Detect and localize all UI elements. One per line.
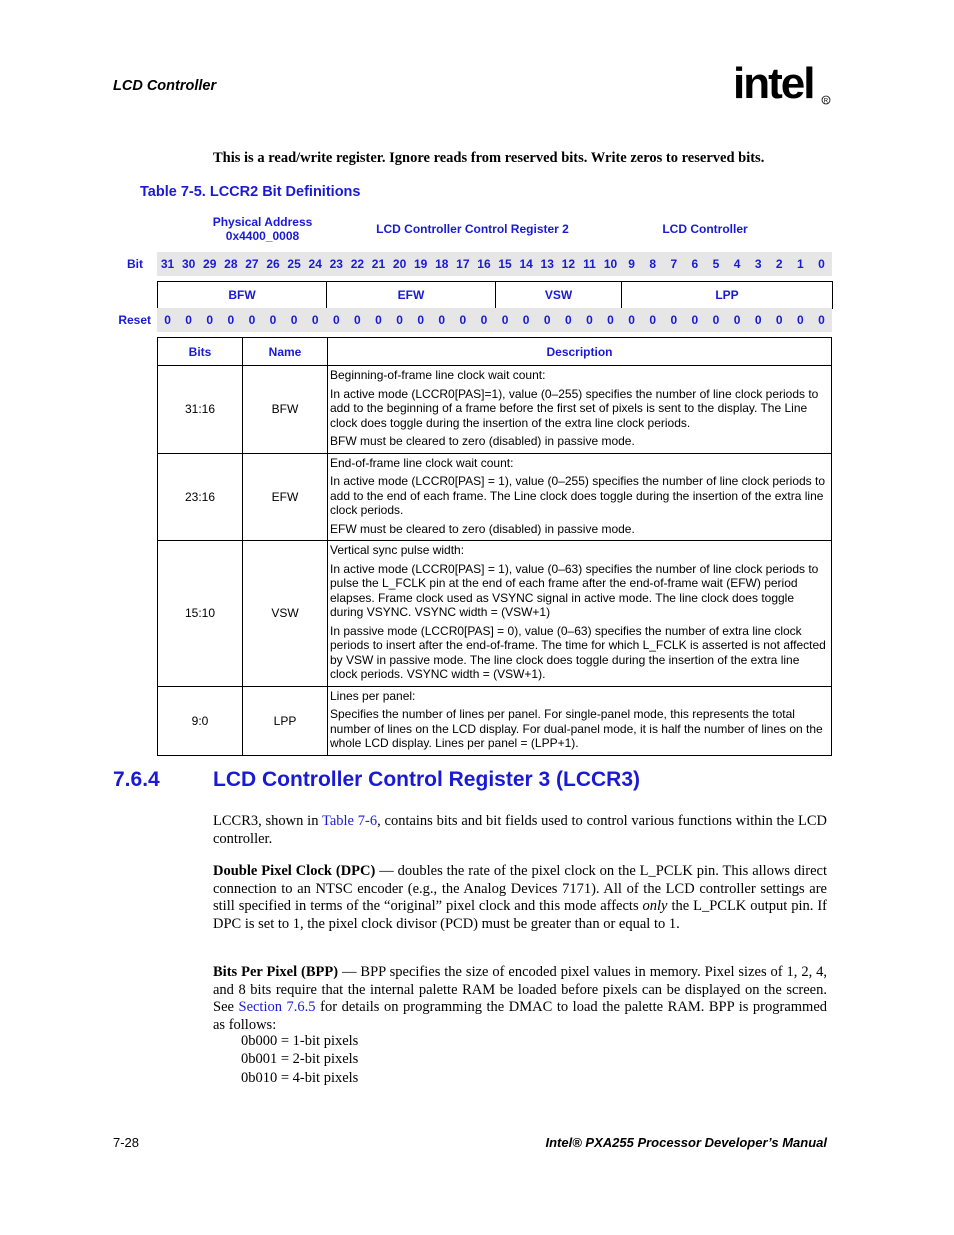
bit-number: 24 <box>308 257 322 271</box>
section-title: LCD Controller Control Register 3 (LCCR3) <box>213 768 641 791</box>
desc-line: In active mode (LCCR0[PAS] = 1), value (0–255) specifies the number of line clock periods to add to the end of each frame. The Line clock does toggle during the insertion of the extra line clock periods. <box>330 474 826 517</box>
reset-value: 0 <box>543 313 551 327</box>
reset-value: 0 <box>480 313 488 327</box>
reset-value: 0 <box>269 313 277 327</box>
reset-value: 0 <box>164 313 171 327</box>
page-number: 7-28 <box>113 1135 140 1150</box>
bit-number: 12 <box>561 257 575 271</box>
bit-number: 22 <box>350 257 365 271</box>
reset-row-label: Reset <box>118 313 151 327</box>
reset-value: 0 <box>311 313 319 327</box>
reset-value: 0 <box>818 313 825 327</box>
table-7-6-link[interactable]: Table 7-6 <box>321 813 378 829</box>
dpc-term: Double Pixel Clock (DPC) <box>213 863 376 879</box>
bit-number-row <box>157 252 832 276</box>
bit-number: 23 <box>329 257 343 271</box>
field-lpp: LPP <box>715 288 739 302</box>
bit-number: 20 <box>392 257 407 271</box>
intel-logo <box>733 58 833 118</box>
col-bits: Bits <box>158 338 243 366</box>
reset-value: 0 <box>501 313 509 327</box>
bit-number: 28 <box>224 257 238 271</box>
bit-number: 2 <box>775 257 783 271</box>
desc-line: In active mode (LCCR0[PAS]=1), value (0–255) specifies the number of line clock periods to add to the beginning of a frame before the first set of pixels is sent to the display. The Line clock does toggle during the insertion of the extra line clock periods. <box>330 386 819 430</box>
reset-value: 0 <box>417 313 425 327</box>
bit-field-map <box>157 281 833 309</box>
bit-number: 1 <box>797 257 804 271</box>
address-label: Physical Address <box>212 215 313 229</box>
paragraph-dpc: Double Pixel Clock (DPC) — doubles the rate of the pixel clock on the L_PCLK pin. This allows direct connection to an NTSC encoder (e.g., the Analog Devices 7171). All of the LCD controller settings are still specified in terms of the “original” pixel clock and this mode affects only the L_PCLK output pin. If DPC is set to 1, the pixel clock divisor (PCD) must be greater than or equal to 1. <box>213 863 827 932</box>
reset-value: 0 <box>375 313 382 327</box>
row-name: EFW <box>243 453 328 541</box>
reset-value: 0 <box>586 313 593 327</box>
paragraph-bpp: Bits Per Pixel (BPP) — BPP specifies the size of encoded pixel values in memory. Pixel sizes of 1, 2, 4, and 8 bits require that the internal palette RAM be loaded before pixels can be displayed on the screen. See Section 7.6.5 for details on programming the DMAC to load the palette RAM. BPP is programmed as follows: <box>213 964 828 1033</box>
address-value: 0x4400_0008 <box>225 229 300 243</box>
bit-number: 7 <box>670 257 678 271</box>
bpp-list-item: 0b000 = 1-bit pixels <box>241 1033 359 1049</box>
reset-value: 0 <box>649 313 657 327</box>
bit-number: 3 <box>754 257 762 271</box>
bit-number: 8 <box>649 257 657 271</box>
reset-value-row <box>157 308 832 332</box>
bit-number: 9 <box>628 257 635 271</box>
desc-line: Vertical sync pulse width: <box>330 543 465 557</box>
row-name: BFW <box>243 366 328 454</box>
desc-line: Beginning-of-frame line clock wait count: <box>330 368 546 382</box>
row-bits: 31:16 <box>158 366 243 454</box>
reset-value: 0 <box>227 313 235 327</box>
bit-number: 21 <box>371 257 386 271</box>
reset-value: 0 <box>670 313 678 327</box>
desc-line: Specifies the number of lines per panel. For single-panel mode, this represents the total number of lines on the LCD display. For dual-panel mode, it is half the number of lines on the whole LCD display. Lines per panel = (LPP+1). <box>330 707 823 750</box>
desc-line: EFW must be cleared to zero (disabled) in passive mode. <box>330 521 635 536</box>
col-name: Name <box>243 338 328 366</box>
bit-number: 19 <box>413 257 428 271</box>
reset-value: 0 <box>290 313 298 327</box>
row-description <box>328 686 832 755</box>
table-row <box>158 541 832 687</box>
field-efw: EFW <box>327 282 496 308</box>
reset-value: 0 <box>332 313 340 327</box>
reset-value: 0 <box>564 313 572 327</box>
reset-value: 0 <box>206 313 214 327</box>
bit-number: 6 <box>691 257 699 271</box>
desc-line: BFW must be cleared to zero (disabled) in passive mode. <box>330 434 635 448</box>
reset-value: 0 <box>396 313 403 327</box>
bit-number: 30 <box>181 257 196 271</box>
bit-number: 27 <box>245 257 259 271</box>
bit-definitions-table <box>157 337 832 756</box>
bit-number: 26 <box>266 257 280 271</box>
reset-value: 0 <box>712 313 720 327</box>
desc-line: End-of-frame line clock wait count: <box>330 455 514 470</box>
bit-number: 11 <box>583 257 596 271</box>
manual-title: Intel® PXA255 Processor Developer’s Manual <box>545 1135 827 1150</box>
bit-number: 4 <box>733 257 741 271</box>
reset-value: 0 <box>607 313 614 327</box>
row-description <box>328 366 832 454</box>
bit-number: 25 <box>287 257 301 271</box>
reset-value: 0 <box>185 313 192 327</box>
reset-value: 0 <box>438 313 446 327</box>
reset-value: 0 <box>797 313 804 327</box>
bit-number: 16 <box>477 257 491 271</box>
section-7-6-5-link[interactable]: Section 7.6.5 <box>238 999 316 1015</box>
reset-value: 0 <box>459 313 467 327</box>
register-module: LCD Controller <box>662 222 748 236</box>
svg-text:R: R <box>823 98 829 105</box>
bit-number: 18 <box>435 257 449 271</box>
desc-line: In active mode (LCCR0[PAS] = 1), value (0–63) specifies the number of line clock periods to pulse the L_FCLK pin at the end of each frame after the end-of-frame wait (EFW) period elapses. Frame clock used as VSYNC signal in active mode. The line clock does toggle during VSYNC. VSYNC width = (VSW+1) <box>330 561 819 619</box>
running-header: LCD Controller <box>113 78 217 94</box>
reset-value: 0 <box>733 313 741 327</box>
reset-value: 0 <box>628 313 635 327</box>
desc-line: Lines per panel: <box>330 688 416 703</box>
field-vsw: VSW <box>496 282 622 308</box>
bit-number: 10 <box>603 257 618 271</box>
intel-logo-text: intel <box>733 59 814 108</box>
reset-value: 0 <box>522 313 530 327</box>
row-bits: 9:0 <box>158 686 243 755</box>
row-bits: 23:16 <box>158 453 243 541</box>
section-number: 7.6.4 <box>113 768 160 791</box>
table-row <box>158 686 832 755</box>
register-name: LCD Controller Control Register 2 <box>376 222 569 236</box>
reset-value: 0 <box>754 313 762 327</box>
desc-line: In passive mode (LCCR0[PAS] = 0), value (0–63) specifies the number of extra line clock periods to insert after the end-of-frame. The time for which L_FCLK is asserted is not affected by VSW in passive mode. The line clock does toggle during the insertion of the extra line clock periods. VSYNC width = (VSW+1). <box>330 623 826 681</box>
physical-address <box>200 215 325 243</box>
paragraph-intro: LCCR3, shown in Table 7-6, contains bits and bit fields used to control various functions within the LCD controller. <box>213 813 827 847</box>
bpp-list-item: 0b001 = 2-bit pixels <box>241 1051 359 1067</box>
reset-value: 0 <box>775 313 783 327</box>
bit-number: 29 <box>203 257 217 271</box>
col-description: Description <box>328 338 832 366</box>
bit-number: 0 <box>818 257 825 271</box>
table-caption: Table 7-5. LCCR2 Bit Definitions <box>140 184 361 200</box>
table-header-row <box>158 338 832 366</box>
bit-number: 17 <box>456 257 470 271</box>
field-bfw: BFW <box>158 282 327 308</box>
bit-number: 14 <box>519 257 533 271</box>
bit-row-label: Bit <box>127 257 143 271</box>
bit-number: 13 <box>540 257 554 271</box>
register-note: This is a read/write register. Ignore reads from reserved bits. Write zeros to reserved bits. <box>213 150 765 166</box>
bit-number: 31 <box>160 257 175 271</box>
reset-value: 0 <box>248 313 256 327</box>
row-name: VSW <box>243 541 328 687</box>
row-description <box>328 541 832 687</box>
reset-value: 0 <box>691 313 699 327</box>
row-bits: 15:10 <box>158 541 243 687</box>
bit-number: 15 <box>498 257 512 271</box>
row-name: LPP <box>243 686 328 755</box>
bpp-list-item: 0b010 = 4-bit pixels <box>241 1070 359 1086</box>
table-row <box>158 453 832 541</box>
bit-number: 5 <box>712 257 720 271</box>
reset-value: 0 <box>354 313 361 327</box>
section-heading <box>113 768 640 792</box>
table-row <box>158 366 832 454</box>
row-description <box>328 453 832 541</box>
bpp-term: Bits Per Pixel (BPP) <box>213 964 339 980</box>
